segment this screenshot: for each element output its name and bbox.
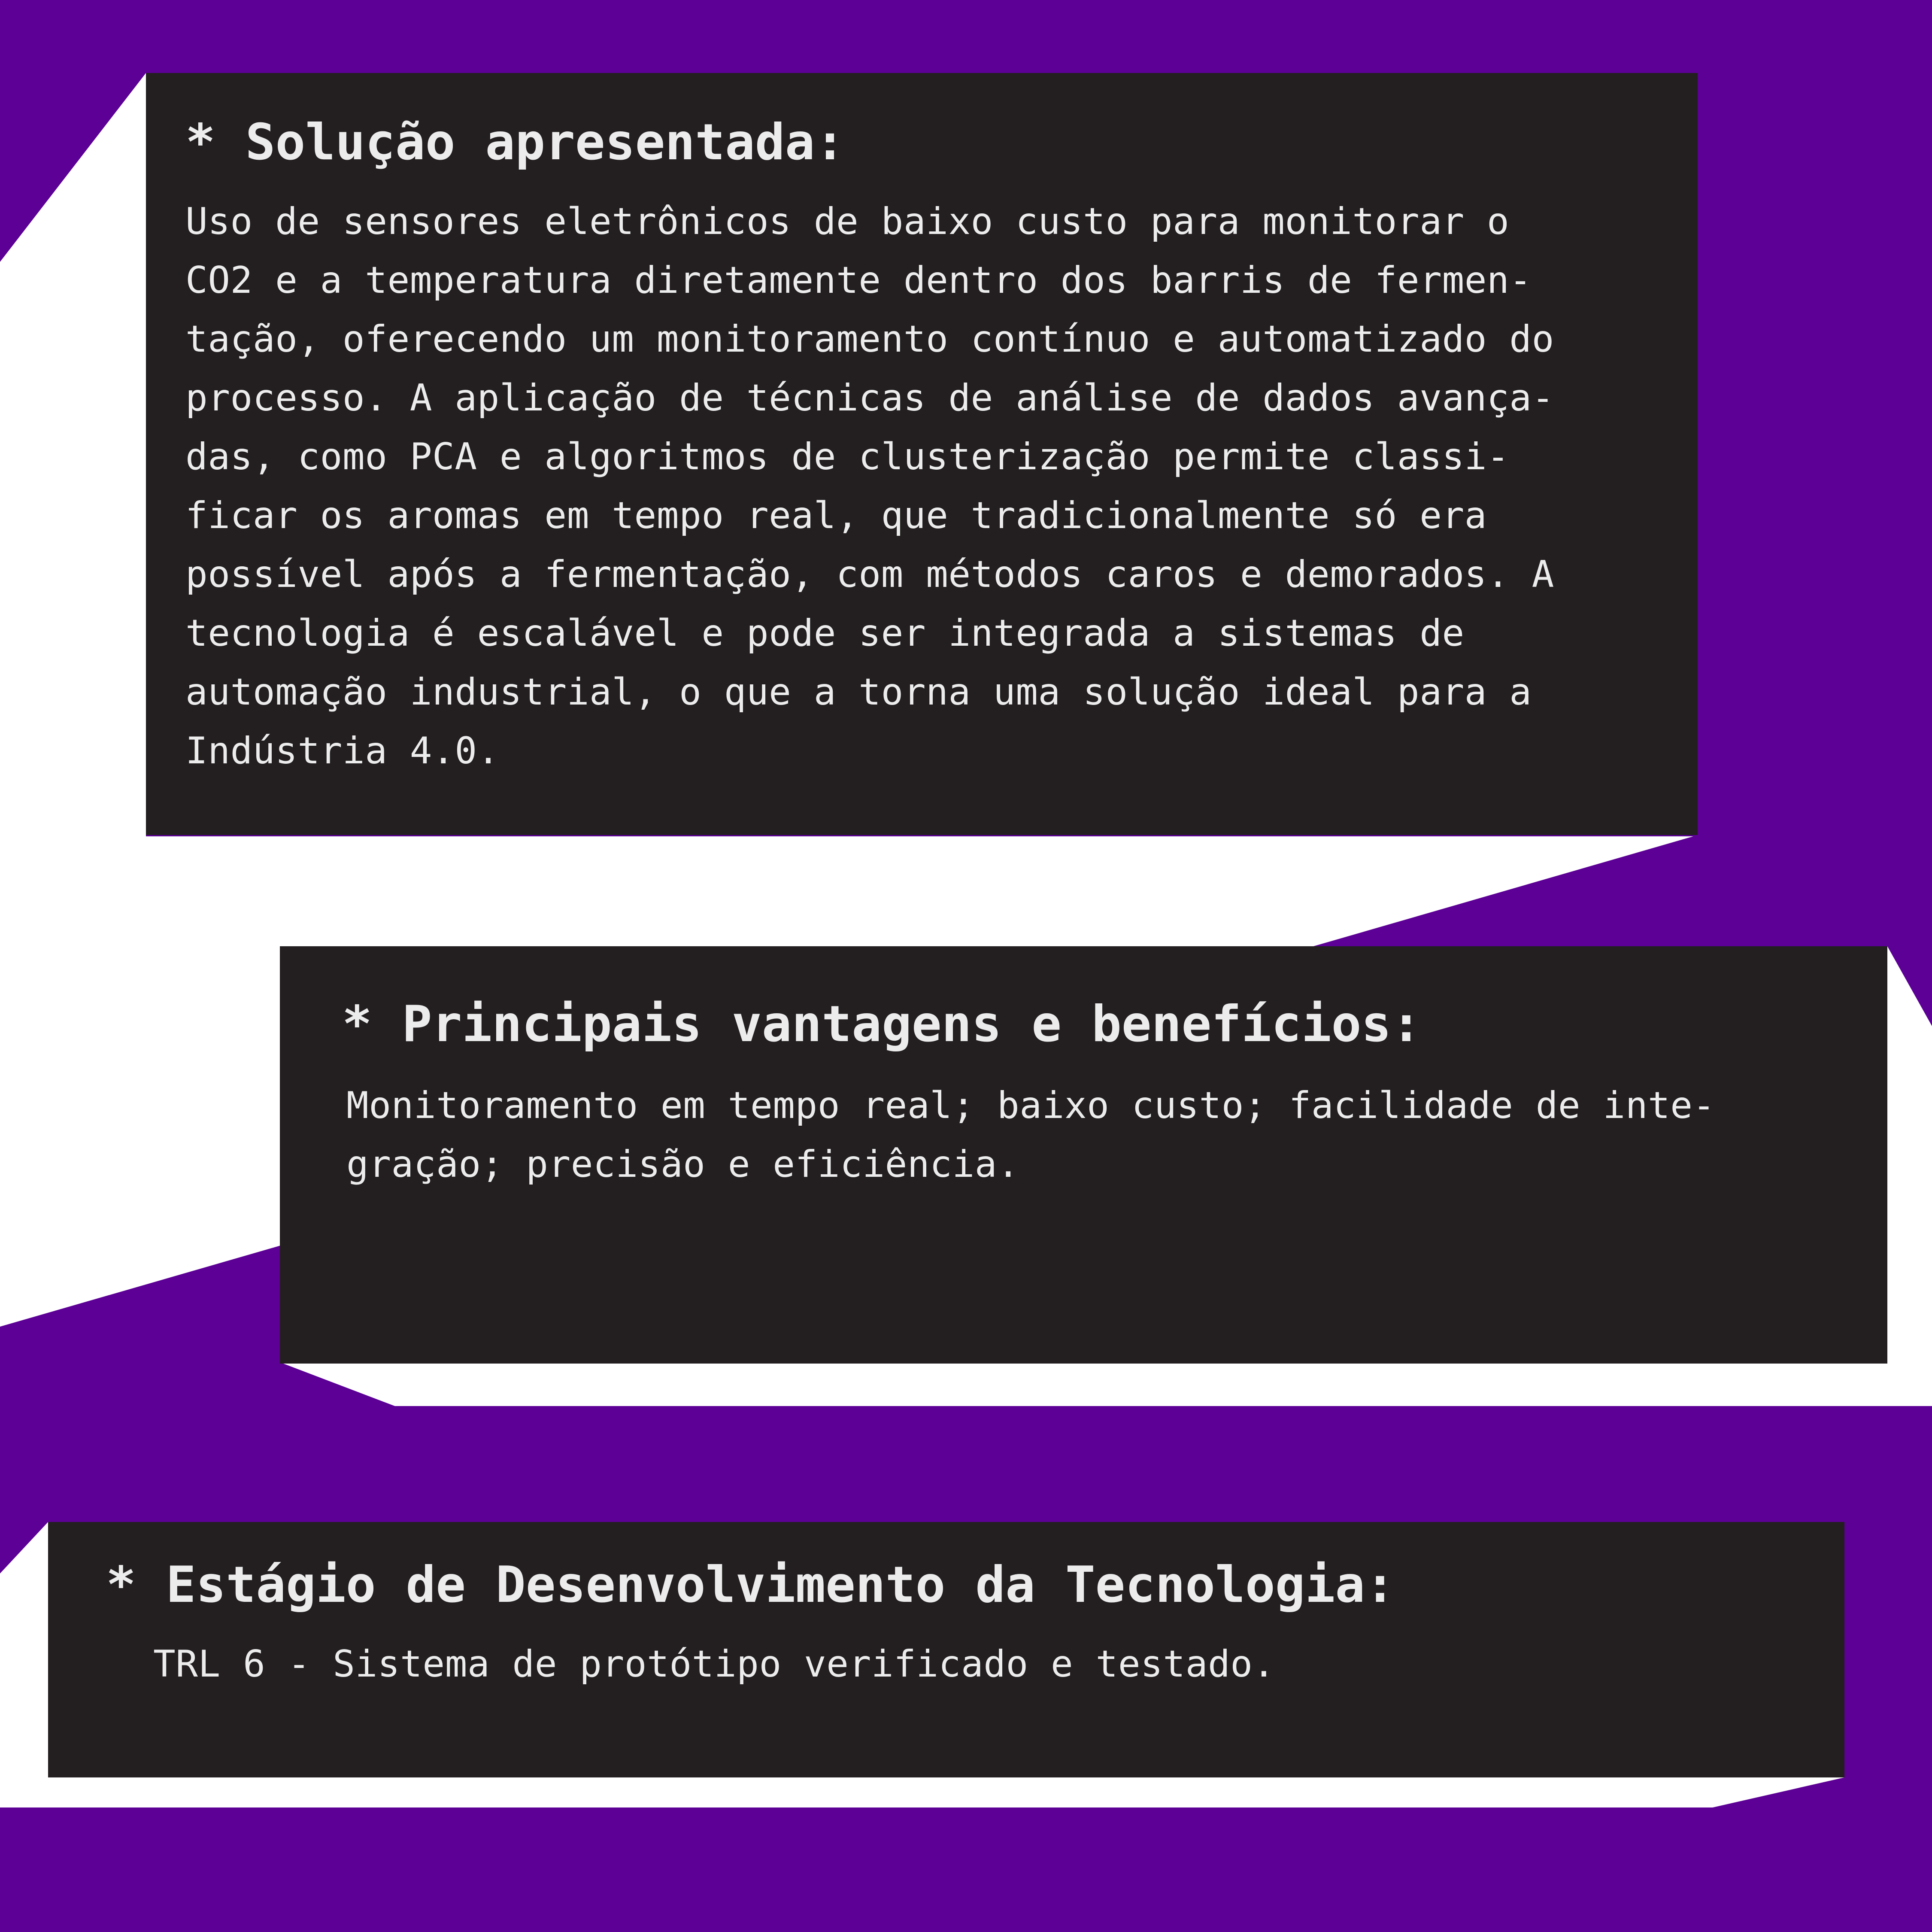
section-title: * Solução apresentada: [185,113,845,171]
section-advantages [280,946,1887,1364]
section-body: Uso de sensores eletrônicos de baixo custo para monitorar o CO2 e a temperatura diretamente dentro dos barris de fermen- tação, oferecendo um monitoramento contínuo e automatizado do processo. A aplicação de técnicas de análise de dados avança- das, como PCA e algoritmos de clusterização permite classi- ficar os aromas em tempo real, que tradicionalmente só era possível após a fermentação, com métodos caros e demorados. A tecnologia é escalável e pode ser integrada a sistemas de automação industrial, o que a torna uma solução ideal para a Indústria 4.0. [185,200,1554,773]
section-title: * Principais vantagens e benefícios: [342,995,1422,1053]
section-body: Monitoramento em tempo real; baixo custo; facilidade de inte- gração; precisão e eficiência. [346,1084,1715,1186]
section-solution [146,73,1698,835]
section-title: * Estágio de Desenvolvimento da Tecnologia: [106,1556,1395,1614]
section-body: TRL 6 - Sistema de protótipo verificado e testado. [153,1643,1275,1686]
section-development-stage [48,1522,1844,1777]
